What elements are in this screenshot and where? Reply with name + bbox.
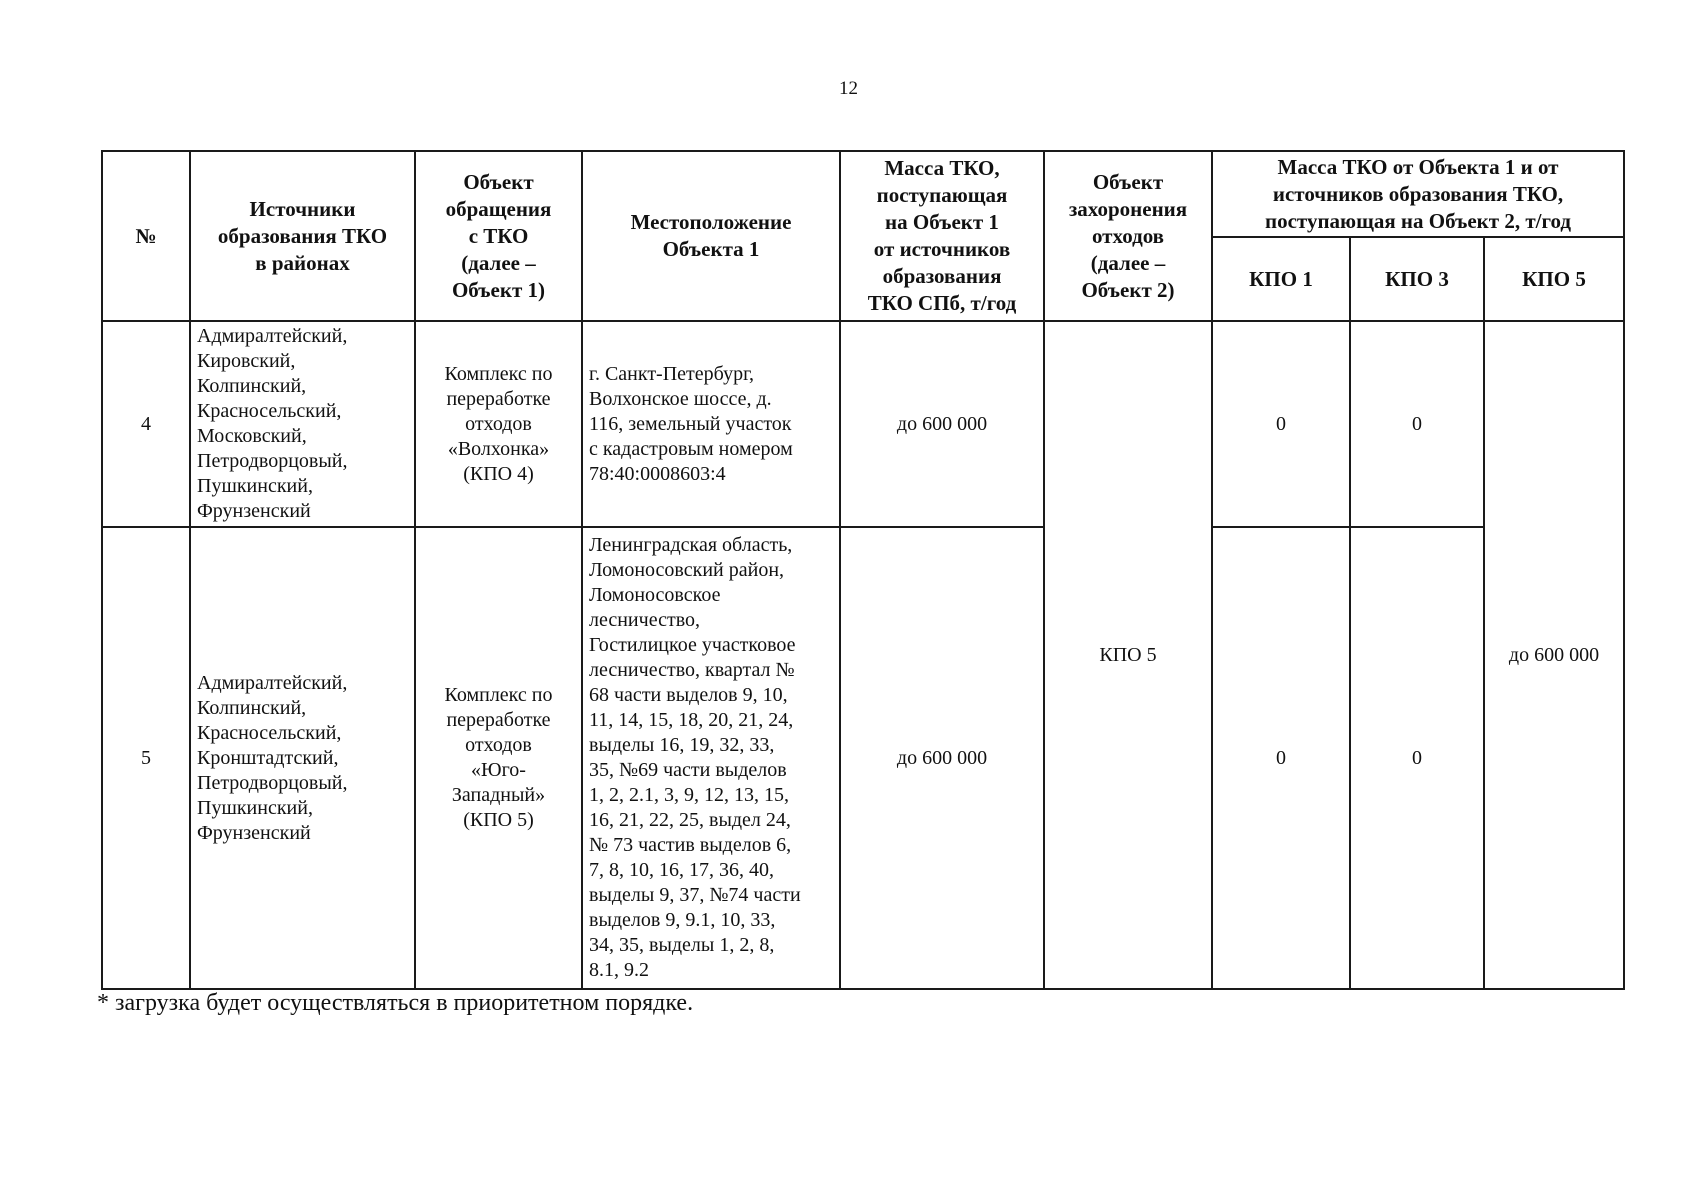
row-sources: Адмиралтейский, Колпинский, Красносельский, Кронштадтский, Петродворцовый, Пушкинский, Фрунзенский (190, 527, 415, 989)
page-number: 12 (839, 78, 858, 99)
header-kpo1: КПО 1 (1212, 237, 1350, 321)
row-kpo3: 0 (1350, 321, 1484, 527)
header-number: № (102, 151, 190, 321)
header-mass-to-object1: Масса ТКО, поступающая на Объект 1 от источников образования ТКО СПб, т/год (840, 151, 1044, 321)
header-object2: Объект захоронения отходов (далее – Объект 2) (1044, 151, 1212, 321)
header-sources: Источники образования ТКО в районах (190, 151, 415, 321)
row-object1: Комплекс по переработке отходов «Юго- Западный» (КПО 5) (415, 527, 582, 989)
row-location: Ленинградская область, Ломоносовский район, Ломоносовское лесничество, Гостилицкое участковое лесничество, квартал № 68 части выделов 9, 10, 11, 14, 15, 18, 20, 21, 24, выделы 16, 19, 32, 33, 35, №69 части выделов 1, 2, 2.1, 3, 9, 12, 13, 15, 16, 21, 22, 25, выдел 24, № 73 частив выделов 6, 7, 8, 10, 16, 17, 36, 40, выделы 9, 37, №74 части выделов 9, 9.1, 10, 33, 34, 35, выделы 1, 2, 8, 8.1, 9.2 (582, 527, 840, 989)
row-mass-to-object1: до 600 000 (840, 321, 1044, 527)
object2-merged-cell: КПО 5 (1044, 321, 1212, 989)
row-mass-to-object1: до 600 000 (840, 527, 1044, 989)
row-number: 4 (102, 321, 190, 527)
header-kpo5: КПО 5 (1484, 237, 1624, 321)
header-mass-to-object2: Масса ТКО от Объекта 1 и от источников образования ТКО, поступающая на Объект 2, т/год (1212, 151, 1624, 237)
row-kpo1: 0 (1212, 527, 1350, 989)
row-object1: Комплекс по переработке отходов «Волхонка» (КПО 4) (415, 321, 582, 527)
row-kpo1: 0 (1212, 321, 1350, 527)
table-row (102, 527, 1624, 989)
table-row (102, 321, 1624, 527)
waste-flow-table (101, 150, 1625, 990)
header-row-top (102, 151, 1624, 237)
header-kpo3: КПО 3 (1350, 237, 1484, 321)
footnote: * загрузка будет осуществляться в приоритетном порядке. (97, 990, 694, 1016)
row-sources: Адмиралтейский, Кировский, Колпинский, Красносельский, Московский, Петродворцовый, Пушкинский, Фрунзенский (190, 321, 415, 527)
header-object1: Объект обращения с ТКО (далее – Объект 1) (415, 151, 582, 321)
row-kpo3: 0 (1350, 527, 1484, 989)
row-location: г. Санкт-Петербург, Волхонское шоссе, д. 116, земельный участок с кадастровым номером 78:40:0008603:4 (582, 321, 840, 527)
row-number: 5 (102, 527, 190, 989)
header-location: Местоположение Объекта 1 (582, 151, 840, 321)
kpo5-merged-cell: до 600 000 (1484, 321, 1624, 989)
